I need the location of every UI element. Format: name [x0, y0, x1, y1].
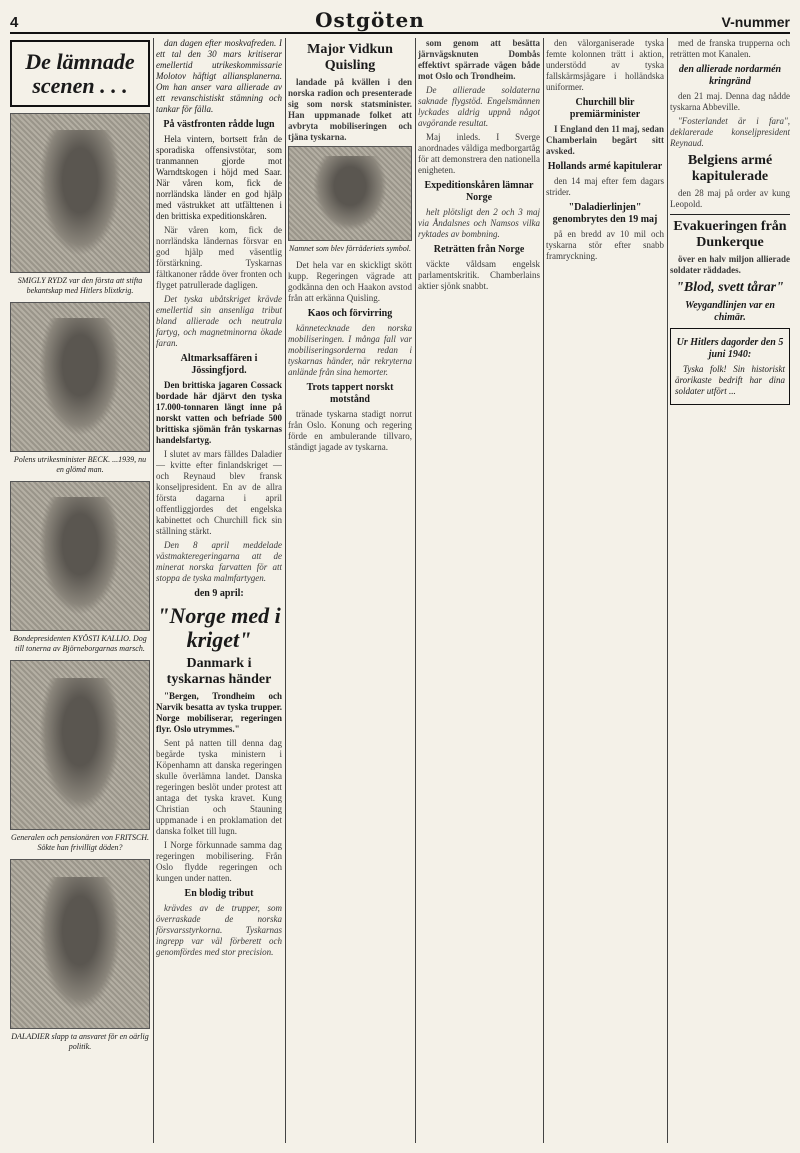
hitler-box-text: Tyska folk! Sin historiskt ärorikaste bedrift har dina soldater utfört ...	[675, 364, 785, 396]
hitler-order-box	[670, 328, 790, 405]
portrait-kallio	[10, 481, 150, 631]
caption-daladier: DALADIER slapp ta ansvaret för en oärlig politik.	[11, 1032, 149, 1051]
subhead-altmark: Altmarksaffären i Jössingfjord.	[180, 353, 258, 376]
caption-smigly: SMIGLY RYDZ var den första att stifta bekantskap med Hitlers blixtkrig.	[17, 276, 143, 295]
subhead-vastfronten: På västfronten rådde lugn	[163, 119, 275, 130]
subhead-churchill: Churchill blir premiärminister	[569, 97, 641, 120]
headline-dunkerque: Evakueringen från Dunkerque	[673, 219, 787, 250]
article-text: "Bergen, Trondheim och Narvik besatta av tyska trupper. Norge mobiliserar, regeringen flyr. Oslo utrymmes."	[156, 691, 282, 734]
portrait-daladier	[10, 859, 150, 1029]
portrait-fritsch	[10, 660, 150, 830]
article-text: Den brittiska jagaren Cossack bordade här djärvt den tyska 17.000-tonnaren längt inne på norskt vatten och befriade 500 brittiska sjömän från tyskarnas handelsfartyg.	[156, 380, 282, 445]
edition-label: V-nummer	[721, 14, 790, 30]
hitler-box-title: Ur Hitlers dagorder den 5 juni 1940:	[676, 337, 784, 360]
column-5: den välorganiserade tyska femte kolonnen trätt i aktion, understödd av tyska fallskärmsjägare i holländska uniformer. Churchill blir premiärminister I England den 11 maj, sedan Chamberlain begärt sitt avsked. Hollands armé kapitulerar den 14 maj efter fem dagars strider. "Daladierlinjen" genombrytes den 19 maj på en bredd av 10 mil och tyskarna stör efter snabb framryckning.	[546, 38, 664, 261]
headline-danmark: Danmark i tyskarnas händer	[166, 656, 272, 687]
subhead-blodig: En blodig tribut	[184, 888, 254, 899]
subhead-weygand: Weygandlinjen var en chimär.	[685, 300, 775, 323]
caption-beck: Polens utrikesminister BECK. ...1939, nu en glömd man.	[13, 455, 147, 474]
paper-name: Ostgöten	[315, 8, 425, 32]
headline-blod-svett: "Blod, svett tårar"	[676, 280, 784, 295]
subhead-9-april: den 9 april:	[194, 588, 244, 599]
page-number: 4	[10, 14, 19, 31]
article-text: dan dagen efter moskvafreden. I ett tal den 30 mars kritiserar emellertid utrikeskommissarie Molotov häftigt alliansplanerna. Om han anser vara allierade av ett revanschistiskt stämning och tankar för fälla.	[156, 38, 282, 114]
subhead-expedition-lamnar: Expeditionskåren lämnar Norge	[424, 180, 534, 203]
subhead-daladierlinjen: "Daladierlinjen" genombrytes den 19 maj	[552, 202, 658, 225]
scene-headline: De lämnade scenen . . .	[25, 49, 135, 98]
caption-kallio: Bondepresidenten KYÖSTI KALLIO. Dog till tonerna av Björneborgarnas marsch.	[13, 634, 147, 653]
caption-quisling: Namnet som blev förräderiets symbol.	[289, 244, 411, 253]
column-3: Major Vidkun Quisling landade på kvällen i den norska radion och presenterade sig som norsk statsminister. Han uppmanade folket att avbryta mobiliseringen och tjäna tyskarna. Namnet som blev förräderiets symbol. Det hela var en skickligt skött kupp. Regeringen vägrade att godkänna den och Haakon avstod från att erkänna Quisling. Kaos och förvirring kännetecknade den norska mobiliseringen. I många fall var mobiliseringsorderna redan i tyskarnas händer, när rekryterna anlände från sina hemorter. Trots tappert norskt motstånd tränade tyskarna stadigt norrut från Oslo. Konung och regering förde en ambulerande tillvaro, ständigt jagade av tyskarna.	[288, 42, 412, 452]
portrait-quisling	[288, 146, 412, 241]
headline-norge-kriget: "Norge med i kriget"	[157, 603, 281, 652]
subhead-kaos: Kaos och förvirring	[307, 308, 393, 319]
subhead-retratten: Reträtten från Norge	[433, 244, 525, 255]
subhead-holland: Hollands armé kapitulerar	[547, 161, 663, 172]
article-grid	[10, 38, 790, 1143]
caption-fritsch: Generalen och pensionären von FRITSCH. Sökte han frivilligt döden?	[10, 833, 150, 852]
column-2: dan dagen efter moskvafreden. I ett tal den 30 mars kritiserar emellertid utrikeskommissarie Molotov häftigt alliansplanerna. Om han anser vara allierade av ett revanschistiskt stämning och tankar för fälla. På västfronten rådde lugn Hela vintern, bortsett från de sporadiska offensivstötar, som tranmannen gjorde mot Warndtskogen i höjd med Saar. När våren kom, fick de norrländska länder en god hjälp med västrukket att utfälttenen i den brittiska expeditionskåren. När våren kom, fick de norrländska ländernas försvar en god hjälp med väsentlig förstärkning. Tyskarnas fältkanoner rådde över fronten och flyget patrullerade dagligen. Det tyska ubåtskriget krävde emellertid sin ansenliga tribut bland allierade och neutrala fartyg, och magnetminorna ökade faran. Altmarksaffären i Jössingfjord. Den brittiska jagaren Cossack bordade här djärvt den tyska 17.000-tonnaren längt inne på norskt vatten och befriade 500 brittiska sjömän från tyskarnas handelsfartyg. I slutet av mars fälldes Daladier — kvitte efter finlandskriget — och Reynaud blev fransk konseljpresident. En av de allra första dagarna i april offentliggjordes det engelska kabinettet och Churchill fick sin ställning stärkt. Den 8 april meddelade västmakteregeringarna att de minerat norska farvatten för att stoppa de tyska malmfartygen. den 9 april: "Norge med i kriget" Danmark i tyskarnas händer "Bergen, Trondheim och Narvik besatta av tyska trupper. Norge mobiliserar, regeringen flyr. Oslo utrymmes." Sent på natten till denna dag begärde tyska ministern i Köpenhamn att danska regeringen skulle överlämna landet. Danska regeringen beslöt under protest att antaga det tyska kravet. Kung Christian och Stauning uppmanade i en proklamation det danska folket till lugn. I Norge förkunnade samma dag regeringen mobilisering. Från Oslo flydde regeringen och kungen under natten. En blodig tribut krävdes av de trupper, som överraskade de norska försvarsstyrkorna. Tyskarnas ingrepp var väl förberett och genomfördes med stor precision.	[156, 38, 282, 957]
column-6: med de franska trupperna och reträtten mot Kanalen. den allierade nordarmén kringränd den 21 maj. Denna dag nådde tyskarna Abbeville. "Fosterlandet är i fara", deklarerade konseljpresident Reynaud. Belgiens armé kapitulerade den 28 maj på order av kung Leopold. Evakueringen från Dunkerque över en halv miljon allierade soldater räddades. "Blod, svett tårar" Weygandlinjen var en chimär. Ur Hitlers dagorder den 5 juni 1940: Tyska folk! Sin historiskt ärorikaste bedrift har dina soldater utfört ...	[670, 38, 790, 1143]
column-4: som genom att besätta järnvägsknuten Dombås effektivt spärrade vägen både mot Oslo och Trondheim. De allierade soldaterna saknade flygstöd. Engelsmännen lyckades aldrig uppnå något avgörande resultat. Maj inleds. I Sverge anordnades väldiga medborgartåg för att demonstrera den nationella enigheten. Expeditionskåren lämnar Norge helt plötsligt den 2 och 3 maj via Åndalsnes och Namsos vilka ryktades av bombning. Reträtten från Norge väckte våldsam engelsk parlamentskritik. Chamberlains aktier sjönk snabbt.	[418, 38, 540, 291]
headline-quisling: Major Vidkun Quisling	[307, 42, 393, 73]
scene-headline-box	[10, 40, 150, 107]
portrait-smigly	[10, 113, 150, 273]
article-text: Hela vintern, bortsett från de sporadiska offensivstötar, som tranmannen gjorde mot Warndtskogen i höjd med Saar. När våren kom, fick de norrländska länder en god hjälp med västrukket att utfälttenen i den brittiska expeditionskåren.	[156, 134, 282, 221]
subhead-belgien: Belgiens armé kapitulerade	[687, 153, 773, 184]
portrait-beck	[10, 302, 150, 452]
masthead	[10, 8, 790, 34]
subhead-motstand: Trots tappert norskt motstånd	[306, 382, 394, 405]
column-1	[10, 38, 150, 1143]
subhead-nordarmen: den allierade nordarmén kringränd	[678, 64, 782, 87]
